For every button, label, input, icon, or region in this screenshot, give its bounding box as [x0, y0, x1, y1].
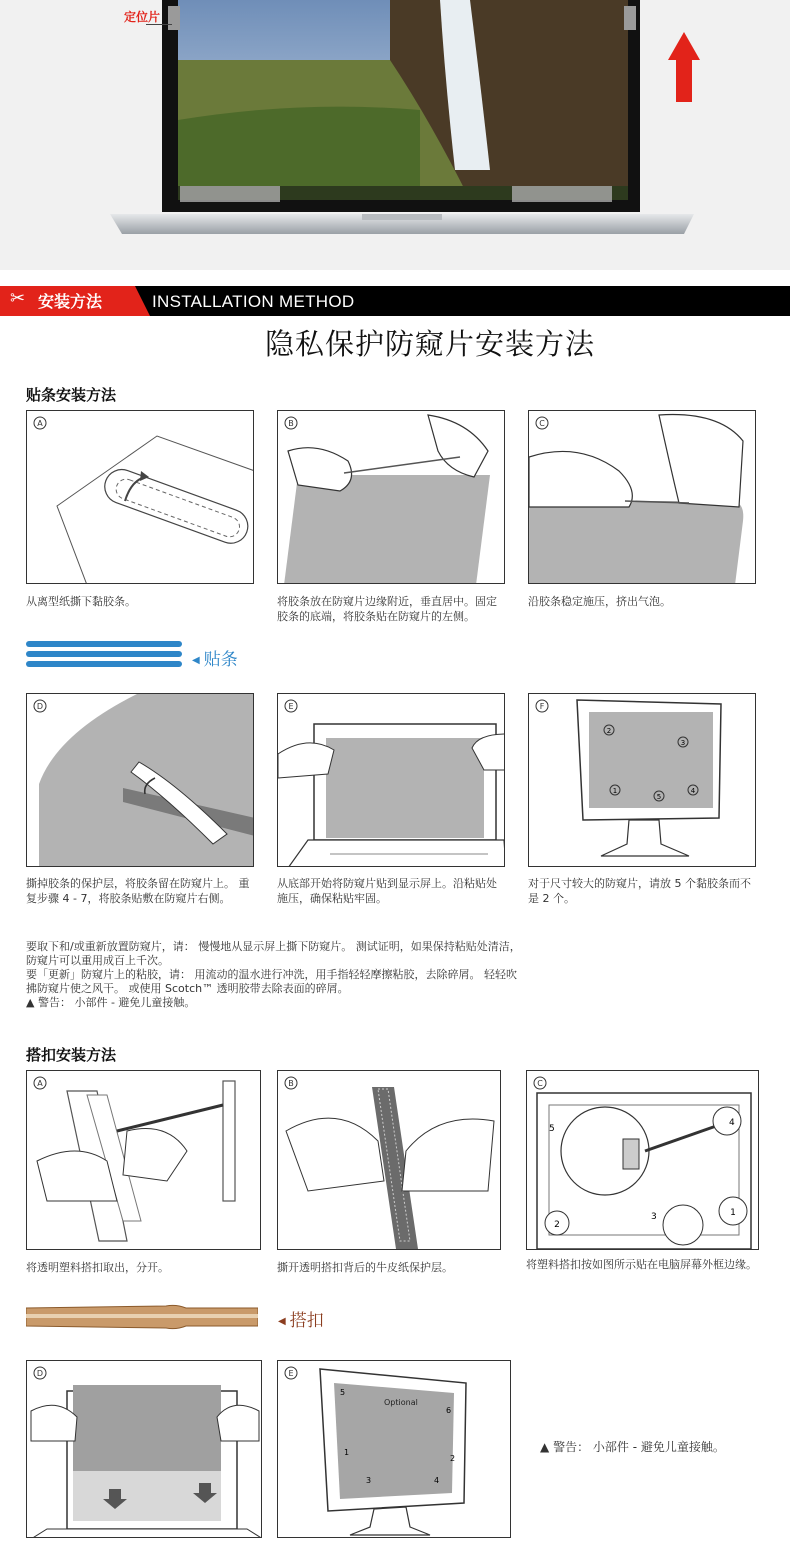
- section-header-zh: 安装方法: [38, 292, 103, 311]
- adhesive-strips-image: [26, 641, 182, 669]
- note-line: 要「更新」防窥片上的粘胶，请： 用流动的温水进行冲洗，用手指轻轻摩擦粘胶，去除碎屑。 轻轻吹: [26, 968, 517, 981]
- strip-step-d-panel: [26, 693, 254, 867]
- f-number: 2: [606, 727, 612, 735]
- pointer-left-icon: ◀: [192, 654, 200, 666]
- f-number: 1: [612, 787, 618, 795]
- strip-step-d-caption: 撕掉胶条的保护层，将胶条留在防窥片上。 重复步骤 4 - 7，将胶条贴敷在防窥片右侧。: [26, 877, 250, 905]
- clip-warning: [540, 1440, 725, 1454]
- step-letter: D: [36, 1369, 44, 1378]
- clip-step-d-panel: [26, 1360, 262, 1538]
- note-line: 防窥片可以重用成百上千次。: [26, 954, 169, 967]
- c-number: 5: [549, 1124, 555, 1134]
- strip-step-b-caption: 将胶条放在防窥片边缘附近，垂直居中。固定胶条的底端，将胶条贴在防窥片的左侧。: [277, 595, 497, 623]
- strip-step-a-caption: 从离型纸撕下黏胶条。: [26, 595, 136, 608]
- strip-legend: [192, 645, 238, 670]
- locator-label: 定位片: [124, 10, 161, 24]
- strip-step-b-panel: [277, 410, 505, 584]
- page-title: 隐私保护防窥片安装方法: [264, 327, 595, 361]
- hero-laptop-image: [0, 0, 790, 270]
- step-letter: D: [36, 702, 44, 711]
- note-line: 拂防窥片使之风干。 或使用 Scotch™ 透明胶带去除表面的碎屑。: [26, 982, 349, 995]
- clip-section-title: 搭扣安装方法: [26, 1046, 117, 1064]
- step-letter: A: [37, 1079, 43, 1088]
- strip-step-a-panel: [26, 410, 254, 584]
- step-letter: A: [37, 419, 43, 428]
- clip-step-c-panel: [526, 1070, 759, 1250]
- c-number: 4: [729, 1118, 735, 1128]
- e-number: 4: [434, 1476, 440, 1485]
- strip-step-f-caption: 对于尺寸较大的防窥片，请放 5 个黏胶条而不是 2 个。: [528, 877, 751, 905]
- clip-strip-image: [26, 1304, 258, 1330]
- optional-label: Optional: [384, 1398, 418, 1407]
- strip-legend-label: 贴条: [203, 650, 238, 670]
- e-number: 3: [366, 1476, 372, 1485]
- pointer-left-icon: ◀: [278, 1315, 286, 1327]
- strip-step-f-panel: [528, 693, 756, 867]
- step-letter: C: [537, 1079, 543, 1088]
- section-header-en: INSTALLATION METHOD: [152, 292, 355, 311]
- f-number: 4: [690, 787, 696, 795]
- e-number: 5: [340, 1388, 346, 1397]
- note-line: 警告： 小部件 - 避免儿童接触。: [37, 996, 196, 1009]
- e-number: 2: [450, 1454, 456, 1463]
- c-number: 1: [730, 1208, 736, 1218]
- e-number: 6: [446, 1406, 452, 1415]
- strip-section-title: 贴条安装方法: [26, 386, 117, 404]
- e-number: 1: [344, 1448, 350, 1457]
- strip-step-c-caption: 沿胶条稳定施压，挤出气泡。: [528, 595, 671, 608]
- step-letter: C: [539, 419, 545, 428]
- note-line: 要取下和/或重新放置防窥片，请： 慢慢地从显示屏上撕下防窥片。 测试证明，如果保持粘贴处清洁，: [26, 940, 521, 953]
- step-letter: F: [539, 702, 545, 711]
- warning-icon: ▲: [540, 1440, 550, 1454]
- step-letter: E: [288, 1369, 294, 1378]
- clip-step-b-caption: 撕开透明搭扣背后的牛皮纸保护层。: [277, 1261, 453, 1274]
- strip-step-c-panel: [528, 410, 756, 584]
- clip-step-e-panel: [277, 1360, 511, 1538]
- step-letter: B: [288, 1079, 294, 1088]
- strip-step-e-caption: 从底部开始将防窥片贴到显示屏上。沿粘贴处施压，确保粘贴牢固。: [277, 877, 497, 905]
- clip-legend: [278, 1306, 324, 1331]
- clip-legend-label: 搭扣: [289, 1311, 324, 1331]
- locator-label-line: [146, 24, 172, 25]
- clip-step-c-caption: 将塑料搭扣按如图所示贴在电脑屏幕外框边缘。: [526, 1258, 757, 1271]
- clip-warning-text: 警告： 小部件 - 避免儿童接触。: [553, 1440, 725, 1454]
- step-letter: B: [288, 419, 294, 428]
- c-number: 2: [554, 1220, 560, 1230]
- strip-step-e-panel: [277, 693, 505, 867]
- f-number: 3: [680, 739, 686, 747]
- clip-step-b-panel: [277, 1070, 501, 1250]
- clip-step-a-panel: [26, 1070, 261, 1250]
- c-number: 3: [651, 1212, 657, 1222]
- warning-icon: ▲: [26, 996, 35, 1009]
- clip-step-a-caption: 将透明塑料搭扣取出，分开。: [26, 1261, 169, 1274]
- note-warning: [26, 996, 626, 1010]
- step-letter: E: [288, 702, 294, 711]
- strip-notes: [26, 940, 626, 1010]
- tools-icon: ✂: [10, 288, 26, 309]
- f-number: 5: [656, 793, 662, 801]
